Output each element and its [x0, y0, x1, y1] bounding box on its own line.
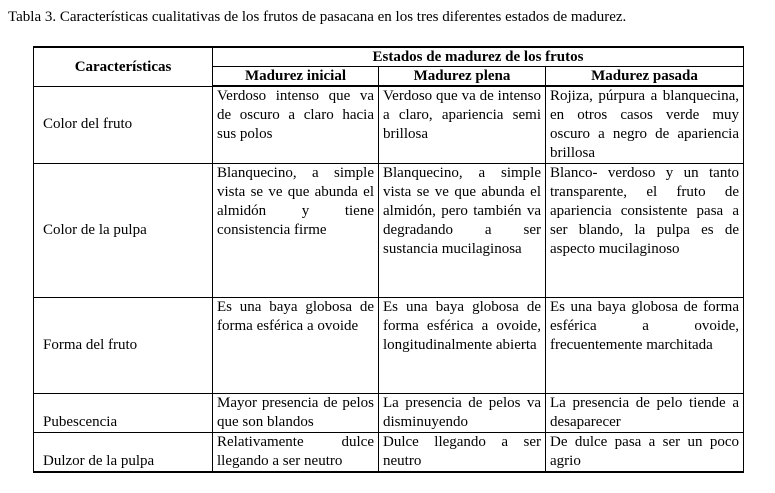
- table-cell: Verdoso intenso que va de oscuro a claro hacia sus polos: [213, 86, 379, 164]
- table-cell: Verdoso que va de intenso a claro, apariencia semi brillosa: [379, 86, 546, 164]
- table-cell: La presencia de pelo tiende a desaparecer: [546, 394, 744, 433]
- table-cell: Rojiza, púrpura a blanquecina, en otros casos verde muy oscuro a negro de apariencia brillosa: [546, 86, 744, 164]
- row-label-pulp-color: Color de la pulpa: [34, 164, 213, 298]
- header-characteristics: Características: [34, 47, 213, 86]
- row-label-pulp-sweetness: Dulzor de la pulpa: [34, 433, 213, 473]
- table-cell: La presencia de pelos va disminuyendo: [379, 394, 546, 433]
- table-caption: Tabla 3. Características cualitativas de los frutos de pasacana en los tres diferentes estados de madurez.: [8, 9, 627, 25]
- maturity-characteristics-table: [33, 46, 744, 473]
- table-cell: Relativamente dulce llegando a ser neutro: [213, 433, 379, 473]
- table-row: [34, 86, 744, 164]
- table-cell: Blanquecino, a simple vista se ve que abunda el almidón, pero también va degradando a ser sustancia mucilaginosa: [379, 164, 546, 298]
- table-cell: Blanquecino, a simple vista se ve que abunda el almidón y tiene consistencia firme: [213, 164, 379, 298]
- table-cell: Dulce llegando a ser neutro: [379, 433, 546, 473]
- row-label-fruit-color: Color del fruto: [34, 86, 213, 164]
- table-cell: Blanco- verdoso y un tanto transparente, el fruto de apariencia consistente pasa a ser blando, la pulpa es de aspecto mucilaginoso: [546, 164, 744, 298]
- row-label-pubescence: Pubescencia: [34, 394, 213, 433]
- table-row: [34, 164, 744, 298]
- table-cell: Es una baya globosa de forma esférica a ovoide, frecuentemente marchitada: [546, 298, 744, 394]
- table-row: [34, 394, 744, 433]
- table-row: [34, 298, 744, 394]
- row-label-fruit-shape: Forma del fruto: [34, 298, 213, 394]
- table-cell: De dulce pasa a ser un poco agrio: [546, 433, 744, 473]
- header-initial-maturity: Madurez inicial: [213, 67, 379, 87]
- header-past-maturity: Madurez pasada: [546, 67, 744, 87]
- header-maturity-states: Estados de madurez de los frutos: [213, 47, 744, 67]
- table-cell: Es una baya globosa de forma esférica a ovoide: [213, 298, 379, 394]
- table-row: [34, 433, 744, 473]
- table-cell: Es una baya globosa de forma esférica a ovoide, longitudinalmente abierta: [379, 298, 546, 394]
- header-full-maturity: Madurez plena: [379, 67, 546, 87]
- table-cell: Mayor presencia de pelos que son blandos: [213, 394, 379, 433]
